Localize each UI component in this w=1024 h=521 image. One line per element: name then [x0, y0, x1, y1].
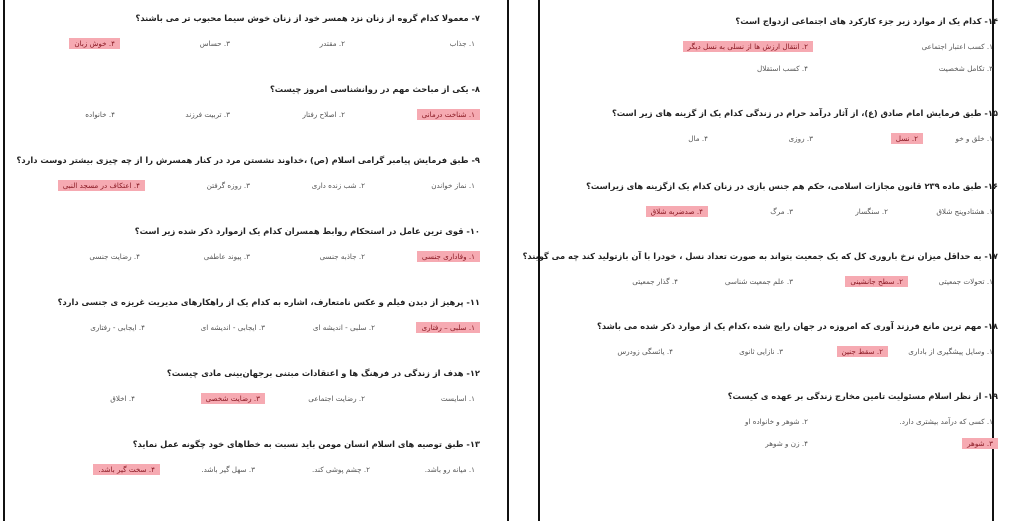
option-1: ۱. میانه رو باشد. [424, 465, 475, 474]
option-3: ۳. علم جمعیت شناسی [724, 277, 793, 286]
option-2: ۲. شب زنده داری [311, 181, 365, 190]
option-4-answer: ۴. سخت گیر باشد. [93, 464, 160, 475]
question-text: ۱۷- به حداقل میزان نرخ باروری کل که یک جمعیت بتواند به صورت تعداد نسل ، خودرا با آن بازتولید کند چه می گویند؟ [522, 251, 998, 261]
option-1-answer: ۱. شناخت درمانی [417, 109, 480, 120]
question-text: ۸- یکی از مباحث مهم در روانشناسی امروز چیست؟ [269, 84, 480, 94]
option-3: ۳. پیوند عاطفی [203, 252, 250, 261]
question-14 [554, 15, 998, 79]
option-2: ۲. شوهر و خانواده او [744, 417, 808, 426]
question-text: ۹- طبق فرمایش پیامبر گرامی اسلام (ص) ،خداوند نشستن مرد در کنار همسرش را از چه چیزی بیشتر دوست دارد؟ [16, 155, 480, 165]
question-17 [522, 250, 998, 292]
option-4-answer: ۴. خوش زبان [69, 38, 120, 49]
option-3: ۳. روزه گرفتن [206, 181, 250, 190]
question-8 [30, 83, 480, 125]
option-1: ۱. کسی که درآمد بیشتری دارد. [899, 417, 993, 426]
option-1: ۱. وسایل پیشگیری از باداری [908, 347, 993, 356]
option-3: ۳. مرگ [770, 207, 793, 216]
option-1-answer: ۱. وفاداری جنسی [417, 251, 480, 262]
question-10 [30, 225, 480, 267]
option-2: ۲. جاذبه جنسی [319, 252, 365, 261]
option-4: ۴. رضایت جنسی [89, 252, 140, 261]
option-2: ۲. چشم پوشی کند. [311, 465, 370, 474]
option-4-answer: ۴. صدضربه شلاق [646, 206, 708, 217]
option-4: ۴. خانواده [85, 110, 115, 119]
page-right-edge [507, 0, 509, 521]
question-16 [554, 180, 998, 222]
option-4: ۴. اخلاق [110, 394, 135, 403]
question-19 [554, 390, 998, 454]
question-text: ۱۹- از نظر اسلام مسئولیت تامین مخارج زندگی بر عهده ی کیست؟ [727, 391, 998, 401]
right-page [514, 0, 1024, 521]
question-18 [554, 320, 998, 362]
question-text: ۷- معمولا کدام گروه از زنان نزد همسر خود از زنان خوش سیما محبوب تر می باشند؟ [135, 13, 480, 23]
option-1: ۱. هشتادوپنج شلاق [936, 207, 993, 216]
question-9 [16, 154, 480, 196]
question-text: ۱۲- هدف از زندگی در فرهنگ ها و اعتقادات مبتنی برجهان‌بینی مادی چیست؟ [166, 368, 480, 378]
option-2: ۲. رضایت اجتماعی [308, 394, 365, 403]
option-1: ۱. تحولات جمعیتی [938, 277, 993, 286]
option-4: ۴. زن و شوهر [765, 439, 808, 448]
option-2-answer: ۲. نسل [891, 133, 923, 144]
option-4: ۴. گذار جمعیتی [632, 277, 678, 286]
option-3: ۳. تربیت فرزند [185, 110, 230, 119]
question-13 [30, 438, 480, 480]
question-12 [30, 367, 480, 409]
option-3: ۳. ایجابی - اندیشه ای [200, 323, 265, 332]
option-2: ۲. سلبی - اندیشه ای [312, 323, 375, 332]
option-2: ۲. اصلاح رفتار [302, 110, 345, 119]
question-text: ۱۵- طبق فرمایش امام صادق (ع)، از آثار درآمد حرام در زندگی کدام یک از گزینه های زیر است؟ [611, 108, 998, 118]
option-2: ۲. مقتدر [319, 39, 345, 48]
option-2-answer: ۲. سقط جنین [837, 346, 888, 357]
option-3-answer: ۳. رضایت شخصی [201, 393, 265, 404]
option-1: ۱. نماز خواندن [431, 181, 475, 190]
option-4: ۴. ایجابی - رفتاری [90, 323, 145, 332]
question-text: ۱۴- کدام یک از موارد زیر جزء کارکرد های اجتماعی ازدواج است؟ [735, 16, 998, 26]
option-2-answer: ۲. سطح جانشینی [845, 276, 908, 287]
left-page [0, 0, 510, 521]
option-4: ۴. کسب استقلال [757, 64, 808, 73]
question-7 [30, 12, 480, 54]
option-2-answer: ۲. انتقال ارزش ها از نسلی به نسل دیگر [683, 41, 813, 52]
option-3: ۳. حساس [199, 39, 230, 48]
question-text: ۱۳- طبق توصیه های اسلام انسان مومن باید نسبت به خطاهای خود چگونه عمل نماید؟ [132, 439, 480, 449]
option-3-answer: ۳. شوهر [962, 438, 998, 449]
option-3: ۳. تکامل شخصیت [938, 64, 993, 73]
question-text: ۱۸- مهم ترین مانع فرزند آوری که امروزه در جهان رایج شده ،کدام یک از موارد ذکر شده می باشد؟ [597, 321, 998, 331]
question-text: ۱۱- پرهیز از دیدن فیلم و عکس نامتعارف، اشاره به کدام یک از راهکارهای مدیریت غریزه ی جنسی دارد؟ [57, 297, 480, 307]
option-3: ۳. روزی [788, 134, 813, 143]
option-4: ۴. یائسگی زودرس [617, 347, 673, 356]
question-15 [554, 107, 998, 149]
option-4-answer: ۴. اعتکاف در مسجد النبی [58, 180, 145, 191]
option-1: ۱. خلق و خو [955, 134, 993, 143]
option-4: ۴. مال [688, 134, 708, 143]
page-left-edge [3, 0, 5, 521]
option-1: ۱. جذاب [449, 39, 475, 48]
option-3: ۳. سهل گیر باشد. [201, 465, 255, 474]
question-11 [30, 296, 480, 338]
question-text: ۱۶- طبق ماده ۲۳۹ قانون مجازات اسلامی، حکم هم جنس بازی در زنان کدام یک ازگزینه های زیراست؟ [586, 181, 998, 191]
question-text: ۱۰- قوی ترین عامل در استحکام روابط همسران کدام یک ازموارد ذکر شده زیر است؟ [134, 226, 480, 236]
option-1: ۱. اسایست [440, 394, 475, 403]
option-1-answer: ۱. سلبی – رفتاری [416, 322, 480, 333]
option-1: ۱. کسب اعتبار اجتماعی [921, 42, 993, 51]
option-3: ۳. نازایی ثانوی [739, 347, 783, 356]
option-2: ۲. سنگسار [855, 207, 888, 216]
